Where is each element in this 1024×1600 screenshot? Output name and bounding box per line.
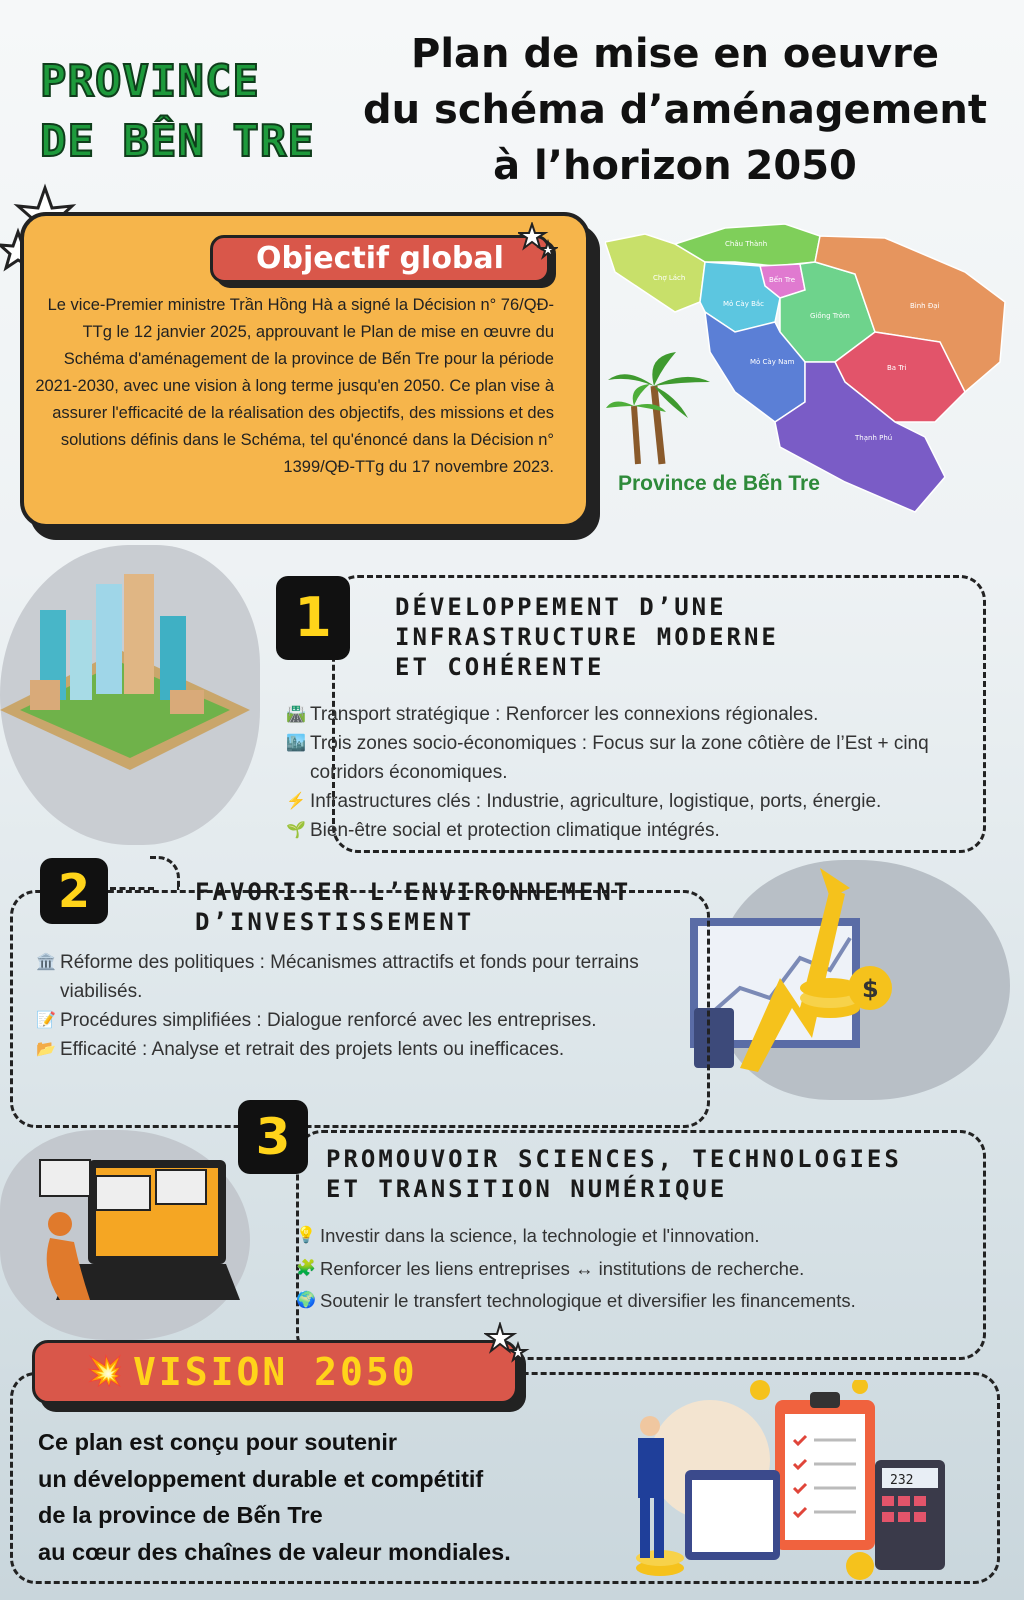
section3-list [296,1220,986,1318]
burst-icon: 💥 [86,1354,124,1389]
sparkle-icon [518,222,558,262]
section2-list [36,948,651,1064]
section1-list [286,700,971,845]
province-line-2: DE BÊN TRE [40,116,315,167]
list-item: 🛣️ Transport stratégique : Renforcer les connexions régionales. [286,700,971,729]
main-title [355,26,995,194]
province-title [40,52,340,172]
section3-title [326,1144,966,1204]
puzzle-icon: 🧩 [296,1259,316,1277]
globe-icon: 🌍 [296,1292,316,1309]
road-icon: 🛣️ [286,706,306,723]
list-item: 💡 Investir dans la science, la technologie et l'innovation. [296,1220,986,1253]
finance-illustration [620,1380,1010,1580]
map-label-binh-dai: Bình Đại [910,302,940,310]
section2-title-line-1: FAVORISER L’ENVIRONNEMENT [195,878,632,906]
section2-connector [150,856,180,890]
dollar-symbol: $ [862,975,879,1003]
map-label-thanh-phu: Thạnh Phú [855,434,893,442]
list-item: ⚡ Infrastructures clés : Industrie, agriculture, logistique, ports, énergie. [286,787,971,816]
section1-title-line-2: INFRASTRUCTURE MODERNE [395,623,779,651]
city-illustration [0,570,250,780]
government-icon: 🏛️ [36,954,56,971]
vision-label: VISION 2050 [32,1340,518,1404]
province-line-1: PROVINCE [40,56,260,107]
list-item: 📂 Efficacité : Analyse et retrait des projets lents ou inefficaces. [36,1035,651,1064]
section2-title-line-2: D’INVESTISSEMENT [195,908,475,936]
objective-text: Le vice-Premier ministre Trần Hồng Hà a signé la Décision n° 76/QĐ-TTg le 12 janvier 2025, approuvant le Plan de mise en œuvre du Schéma d'aménagement de la province de Bến Tre pour la période 2021-2030, avec une vision à long terme jusqu'en 2050. Ce plan vise à assurer l'efficacité de la réalisation des objectifs, des missions et des solutions définis dans le Schéma, tel qu'énoncé dans la Décision n° 1399/QĐ-TTg du 17 novembre 2023. [35,296,554,476]
section3-title-line-1: PROMOUVOIR SCIENCES, TECHNOLOGIES [326,1145,902,1173]
title-line-2: du schéma d’aménagement [362,87,988,133]
list-item: 🏛️ Réforme des politiques : Mécanismes attractifs et fonds pour terrains viabilisés. [36,948,651,1006]
section1-title-line-3: ET COHÉRENTE [395,653,605,681]
seedling-icon: 🌱 [286,822,306,839]
title-line-1: Plan de mise en oeuvre [411,31,939,77]
map-label-ba-tri: Ba Tri [887,364,907,372]
section3-number: 3 [238,1100,308,1174]
vision-line-2: un développement durable et compétitif [38,1465,484,1492]
map-caption: Province de Bến Tre [618,472,820,495]
vision-line-4: au cœur des chaînes de valeur mondiales. [38,1538,511,1565]
map-label-cho-lach: Chợ Lách [653,274,686,282]
list-item: 🌱 Bien-être social et protection climatique intégrés. [286,816,971,845]
section1-title-line-1: DÉVELOPPEMENT D’UNE [395,593,727,621]
palm-tree-icon [606,346,716,466]
list-item: 🏙️ Trois zones socio-économiques : Focus sur la zone côtière de l’Est + cinq corridors économiques. [286,729,971,787]
memo-icon: 📝 [36,1012,56,1029]
title-line-3: à l’horizon 2050 [493,143,857,189]
city-icon: 🏙️ [286,735,306,752]
section2-number: 2 [40,858,108,924]
lightbulb-icon: 💡 [296,1227,316,1244]
list-item: 🧩 Renforcer les liens entreprises ↔ institutions de recherche. [296,1253,986,1286]
section3-title-line-2: ET TRANSITION NUMÉRIQUE [326,1175,728,1203]
section1-number: 1 [276,576,350,660]
sparkle-icon [484,1322,530,1368]
map-label-mo-cay-bac: Mỏ Cày Bắc [723,300,765,308]
vision-line-1: Ce plan est conçu pour soutenir [38,1429,398,1455]
map-label-ben-tre: Bến Tre [769,276,796,284]
list-item: 🌍 Soutenir le transfert technologique et diversifier les financements. [296,1285,986,1318]
map-label-giong-trom: Giồng Trôm [810,312,850,320]
vision-text [38,1424,638,1570]
section2-title [195,877,695,937]
list-item: 📝 Procédures simplifiées : Dialogue renforcé avec les entreprises. [36,1006,651,1035]
laptop-illustration [30,1150,240,1320]
calculator-display: 232 [890,1473,914,1488]
growth-chart-illustration [680,858,920,1088]
folder-icon: 📂 [36,1041,56,1058]
objective-label: Objectif global [210,235,550,283]
map-label-chau-thanh: Châu Thành [725,240,768,248]
lightning-icon: ⚡ [286,793,306,810]
section1-title [395,592,955,682]
vision-line-3: de la province de Bến Tre [38,1502,323,1528]
map-label-mo-cay-nam: Mỏ Cày Nam [750,358,795,366]
section2-connector-line [110,887,154,890]
